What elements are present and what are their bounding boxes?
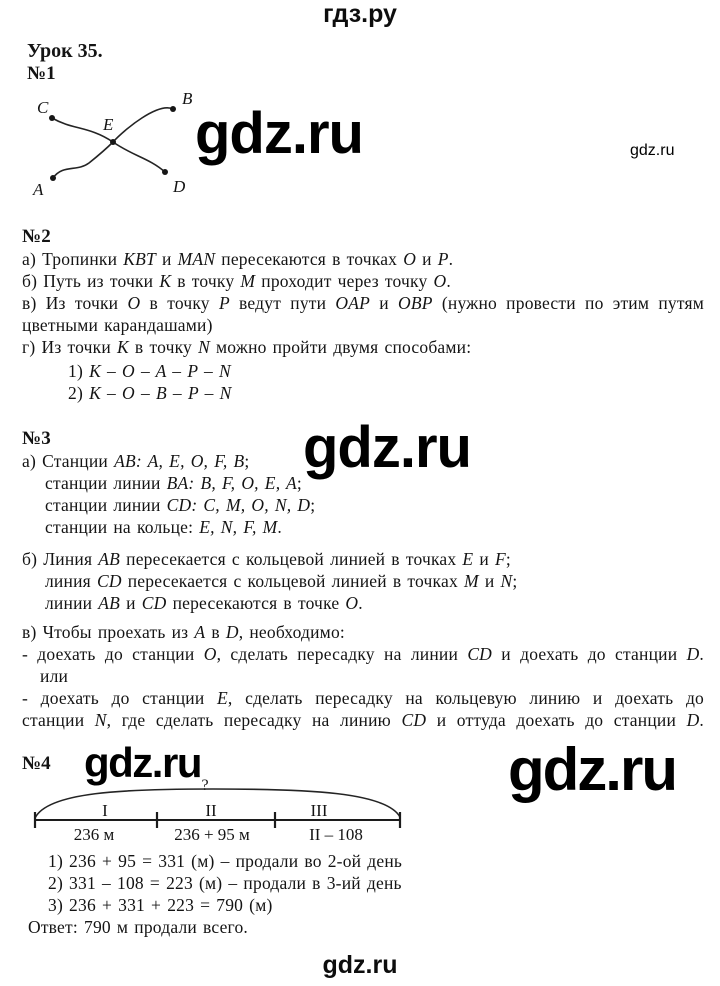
measure-label-3: II – 108 (309, 825, 363, 844)
lesson-title: Урок 35. (27, 40, 103, 62)
problem2-line-v2: цветными карандашами) (22, 315, 213, 335)
problem3-line-a1: а) Станции AB: A, E, O, F, B; (22, 451, 250, 471)
problem2-number: №2 (22, 226, 51, 247)
problem3-line-v4: станции N, где сделать пересадку на линию CD и оттуда доехать до станции D. (22, 710, 704, 730)
gdz-watermark-large-2: gdz.ru (303, 415, 471, 480)
site-header-logo: гдз.ру (323, 0, 397, 28)
problem1-number: №1 (27, 63, 56, 84)
problem2-section (22, 226, 704, 404)
gdz-watermark-small-right: gdz.ru (630, 142, 675, 159)
problem3-line-b1: б) Линия AB пересекается с кольцевой линией в точках E и F; (22, 549, 511, 569)
point-label-c: C (37, 98, 49, 117)
solution-step-3: 3) 236 + 331 + 223 = 790 (м) (48, 895, 273, 915)
point-dot-d (162, 169, 168, 175)
solution-answer: Ответ: 790 м продали всего. (28, 917, 249, 937)
gdz-watermark-large-3: gdz.ru (508, 736, 676, 803)
problem3-line-or: или (40, 666, 69, 686)
part-label-2: II (205, 801, 217, 820)
total-question-label: ? (201, 777, 209, 794)
problem4-solution (22, 850, 704, 938)
problem2-line-a: а) Тропинки KBT и MAN пересекаются в точках O и P. (22, 249, 454, 269)
measure-label-1: 236 м (73, 825, 115, 844)
problem2-route-1: 1) K – O – A – P – N (68, 361, 231, 381)
site-footer-logo: gdz.ru (322, 951, 398, 979)
problem3-line-v1: в) Чтобы проехать из A в D, необходимо: (22, 622, 345, 642)
gdz-watermark-large-1: gdz.ru (195, 101, 363, 166)
problem3-line-b3: линии AB и CD пересекаются в точке O. (45, 593, 363, 613)
point-label-a: A (33, 180, 44, 199)
part-label-1: I (102, 801, 108, 820)
point-dot-b (170, 106, 176, 112)
problem3-line-v2: - доехать до станции O, сделать пересадку на линии CD и доехать до станции D. (22, 644, 704, 664)
part-label-3: III (310, 801, 328, 820)
point-label-e: E (103, 115, 114, 134)
problem3-line-v3: - доехать до станции E, сделать пересадку на кольцевую линию и доехать до (22, 688, 704, 708)
problem3-line-a4: станции на кольце: E, N, F, M. (45, 517, 282, 537)
problem3-line-a3: станции линии CD: C, M, O, N, D; (45, 495, 316, 515)
point-label-b: B (182, 89, 193, 108)
point-dot-c (49, 115, 55, 121)
solution-step-2: 2) 331 – 108 = 223 (м) – продали в 3-ий день (48, 873, 402, 893)
problem3-line-b2: линия CD пересекается с кольцевой линией в точках M и N; (45, 571, 518, 591)
problem3-line-a2: станции линии BA: B, F, O, E, A; (45, 473, 302, 493)
problem2-line-v1: в) Из точки O в точку P ведут пути OAP и OBP (нужно провести по этим путям (22, 293, 704, 313)
problem4-number: №4 (22, 753, 51, 774)
problem2-line-g: г) Из точки K в точку N можно пройти двумя способами: (22, 337, 472, 357)
measure-label-2: 236 + 95 м (174, 825, 250, 844)
point-dot-a (50, 175, 56, 181)
solution-step-1: 1) 236 + 95 = 331 (м) – продали во 2-ой день (48, 851, 403, 871)
problem4-diagram (28, 770, 418, 845)
problem3-number: №3 (22, 428, 51, 449)
total-brace-arc (35, 789, 400, 818)
problem2-route-2: 2) K – O – B – P – N (68, 383, 232, 403)
point-label-d: D (173, 177, 186, 196)
point-dot-e (110, 139, 116, 145)
problem1-diagram (25, 88, 210, 203)
gdz-watermark-medium: gdz.ru (84, 739, 201, 786)
problem2-line-b: б) Путь из точки K в точку M проходит через точку O. (22, 271, 451, 291)
